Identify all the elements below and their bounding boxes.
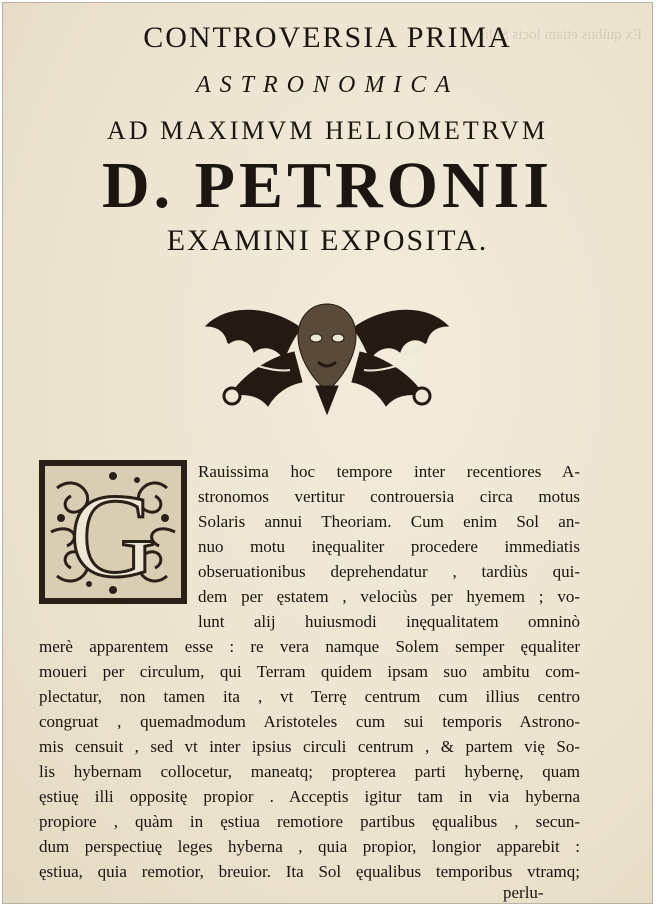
body-line: nuo motu inęqualiter procedere immediatis [198,537,580,556]
body-line: plectatur, non tamen ita , vt Terrę centrum cum illius centro [39,687,580,706]
body-line: dem per ęstatem , velociùs per hyemem ; vo- [198,587,580,606]
body-line: mis censuit , sed vt inter ipsius circuli centrum , & partem vię So- [39,737,580,756]
body-line: ęstiuę illi oppositę propior . Acceptis igitur tam in via hyberna [39,787,580,806]
body-line: propiore , quàm in ęstiua remotiore partibus ęqualibus , secun- [39,812,580,831]
book-page [3,3,652,903]
page-frame [2,2,653,904]
title-line-4: D. PETRONII [101,149,554,222]
body-line: moueri per circulum, qui Terram quidem ipsam suo ambitu com- [39,662,580,681]
body-line: Rauissima hoc tempore inter recentiores A- [198,462,580,481]
body-line: congruat , quemadmodum Aristoteles cum sui temporis Astrono- [39,712,580,731]
body-line: ęstiua, quia remotior, breuior. Ita Sol ęqualibus temporibus vtramq; [39,862,580,881]
body-line: stronomos vertitur controuersia circa motus [198,487,580,506]
body-line: obseruationibus deprehendatur , tardiùs qui- [198,562,580,581]
body-line: dum perspectiuę leges hyberna , quia propior, longior apparebit : [39,837,580,856]
body-line: merè apparentem esse : re vera namque Solem semper ęqualiter [39,637,580,656]
title-line-3: AD MAXIMVM HELIOMETRVM [107,116,548,145]
body-line: Solaris annui Theoriam. Cum enim Sol an- [198,512,580,531]
title-line-2: ASTRONOMICA [196,72,459,98]
decorated-initial-icon [37,458,189,606]
foliate-mask-headpiece-icon [198,296,456,418]
initial-letter: G [69,469,157,602]
body-line: lunt alij huiusmodi inęqualitatem omninò [198,612,580,631]
bleed-through-text: Ex quibus etiam locis Solis ... [463,27,642,43]
title-line-5: EXAMINI EXPOSITA. [166,224,489,257]
title-line-1: CONTROVERSIA PRIMA [143,21,512,54]
catchword: perlu- [503,883,544,902]
body-line: lis hybernam collocetur, maneatq; propterea parti hybernę, quam [39,762,580,781]
